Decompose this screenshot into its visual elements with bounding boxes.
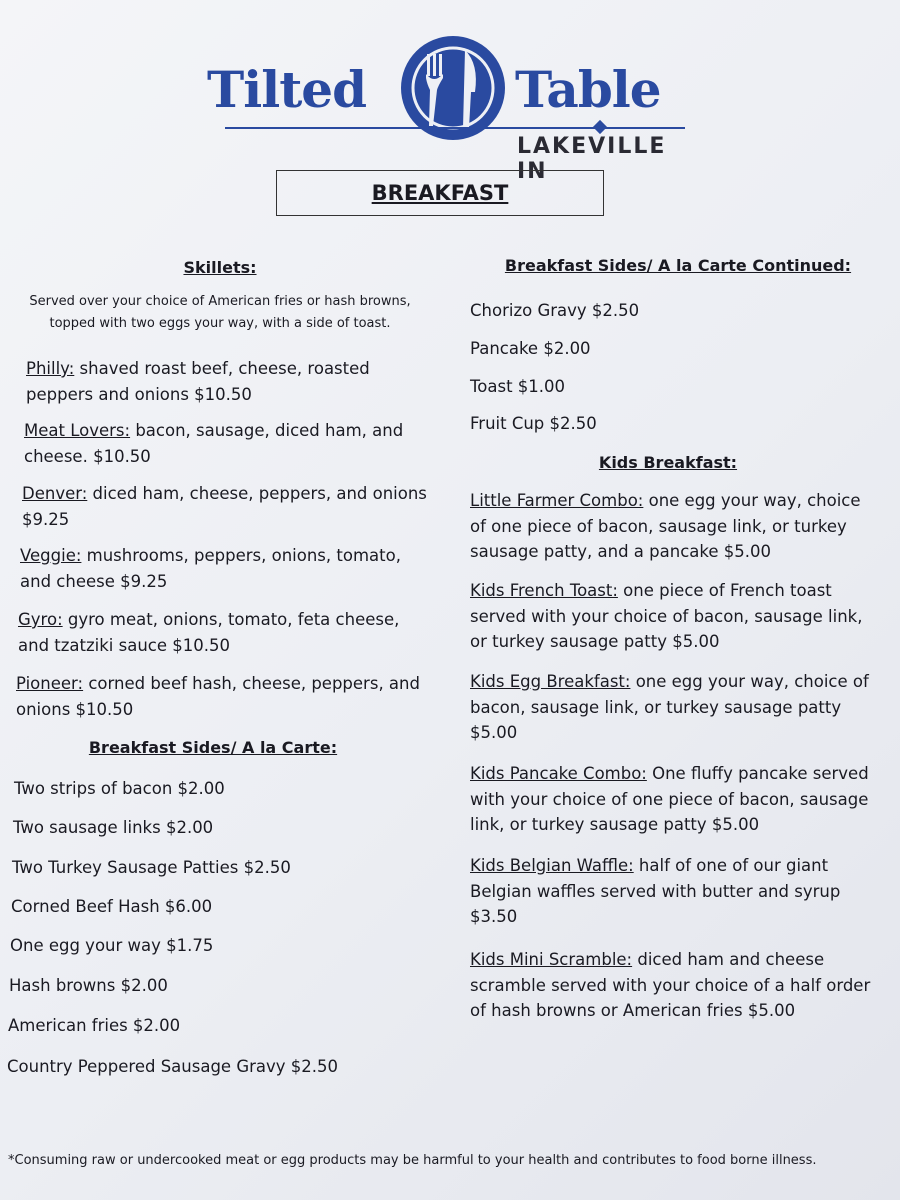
skillet-desc: corned beef hash, cheese, peppers, and <box>83 674 420 693</box>
skillet-desc: peppers and onions $10.50 <box>26 384 252 404</box>
kids-item-desc: bacon, sausage link, or turkey sausage patty <box>470 697 842 717</box>
skillet-item <box>18 607 399 658</box>
kids-heading: Kids Breakfast: <box>598 453 738 472</box>
side-item: Toast $1.00 <box>470 377 566 396</box>
kids-item-desc: of one piece of bacon, sausage link, or turkey <box>470 516 847 536</box>
side-item: Fruit Cup $2.50 <box>470 414 597 433</box>
skillet-desc: and cheese $9.25 <box>20 571 168 591</box>
footnote: *Consuming raw or undercooked meat or egg products may be harmful to your health and contributes to food borne illness. <box>8 1153 817 1168</box>
kids-item-desc: link, or turkey sausage patty $5.00 <box>470 815 760 834</box>
kids-item-desc: sausage patty, and a pancake $5.00 <box>470 542 771 561</box>
skillets-intro-line: Served over your choice of American fries or hash browns, <box>29 294 411 309</box>
fork-knife-icon <box>393 30 513 150</box>
kids-item-name: Little Farmer Combo: <box>470 491 644 510</box>
skillets-intro-line: topped with two eggs your way, with a side of toast. <box>49 316 391 331</box>
skillet-desc: shaved roast beef, cheese, roasted <box>74 359 370 378</box>
kids-item <box>470 947 870 1024</box>
skillet-item <box>20 543 401 594</box>
skillet-item <box>22 481 427 532</box>
sides-heading: Breakfast Sides/ A la Carte: <box>88 738 338 757</box>
kids-item <box>470 578 862 655</box>
logo-diamond <box>593 120 607 134</box>
skillet-desc: and tzatziki sauce $10.50 <box>18 635 230 655</box>
kids-item-desc: served with your choice of bacon, sausage link, <box>470 606 863 626</box>
side-item: American fries $2.00 <box>8 1016 181 1035</box>
side-item: Two strips of bacon $2.00 <box>14 779 225 798</box>
skillet-name: Philly: <box>26 359 75 378</box>
left-column <box>0 258 440 1076</box>
side-item: One egg your way $1.75 <box>10 936 214 955</box>
skillets-heading: Skillets: <box>183 258 257 277</box>
skillet-desc: cheese. $10.50 <box>24 446 151 466</box>
side-item: Hash browns $2.00 <box>9 976 168 995</box>
skillet-item <box>24 418 403 469</box>
right-column <box>468 256 888 1020</box>
side-item: Two sausage links $2.00 <box>13 818 214 837</box>
side-item: Country Peppered Sausage Gravy $2.50 <box>7 1057 339 1076</box>
skillet-desc: onions $10.50 <box>16 699 134 719</box>
skillet-name: Veggie: <box>20 546 82 565</box>
skillet-name: Meat Lovers: <box>24 421 131 440</box>
kids-item <box>470 669 869 746</box>
skillet-name: Pioneer: <box>16 674 84 693</box>
skillet-desc: $9.25 <box>22 509 70 529</box>
kids-item-desc: Belgian waffles served with butter and syrup <box>470 881 841 901</box>
kids-item-desc: $5.00 <box>470 723 518 742</box>
skillet-desc: diced ham, cheese, peppers, and onions <box>87 484 427 503</box>
kids-item-desc: one egg your way, choice <box>643 491 861 510</box>
kids-item-name: Kids Belgian Waffle: <box>470 856 634 875</box>
skillet-item <box>16 671 420 722</box>
logo-word-table: Table <box>515 60 661 119</box>
kids-item-desc: one egg your way, choice of <box>630 672 869 691</box>
kids-item-desc: or turkey sausage patty $5.00 <box>470 632 720 651</box>
skillet-desc: mushrooms, peppers, onions, tomato, <box>81 546 401 565</box>
menu-title: BREAKFAST <box>371 181 509 205</box>
logo-rule <box>225 127 685 129</box>
skillet-name: Denver: <box>22 484 88 503</box>
kids-item-desc: scramble served with your choice of a half order <box>470 975 871 995</box>
side-item: Pancake $2.00 <box>470 339 591 358</box>
kids-item-desc: $3.50 <box>470 907 518 926</box>
kids-item-name: Kids Pancake Combo: <box>470 764 647 783</box>
skillet-name: Gyro: <box>18 610 63 629</box>
kids-item-desc: half of one of our giant <box>633 856 829 875</box>
kids-item-desc: One fluffy pancake served <box>646 764 869 783</box>
side-item: Two Turkey Sausage Patties $2.50 <box>12 858 291 877</box>
kids-item-desc: one piece of French toast <box>617 581 832 600</box>
skillet-desc: bacon, sausage, diced ham, and <box>130 421 404 440</box>
kids-item <box>470 761 869 838</box>
kids-item-desc: of hash browns or American fries $5.00 <box>470 1001 796 1020</box>
logo-location: LAKEVILLE IN <box>517 134 667 184</box>
logo <box>205 30 695 184</box>
menu-title-box <box>276 170 604 216</box>
kids-item-desc: diced ham and cheese <box>632 950 825 969</box>
sides-continued-heading: Breakfast Sides/ A la Carte Continued: <box>504 256 852 275</box>
skillet-item <box>26 356 370 407</box>
kids-item <box>470 488 861 565</box>
side-item: Corned Beef Hash $6.00 <box>11 897 213 916</box>
skillet-desc: gyro meat, onions, tomato, feta cheese, <box>62 610 400 629</box>
logo-word-tilted: Tilted <box>207 60 367 119</box>
kids-item-name: Kids French Toast: <box>470 581 618 600</box>
kids-item <box>470 853 840 930</box>
kids-item-name: Kids Egg Breakfast: <box>470 672 631 691</box>
side-item: Chorizo Gravy $2.50 <box>470 301 640 320</box>
kids-item-name: Kids Mini Scramble: <box>470 950 633 969</box>
kids-item-desc: with your choice of one piece of bacon, sausage <box>470 789 869 809</box>
